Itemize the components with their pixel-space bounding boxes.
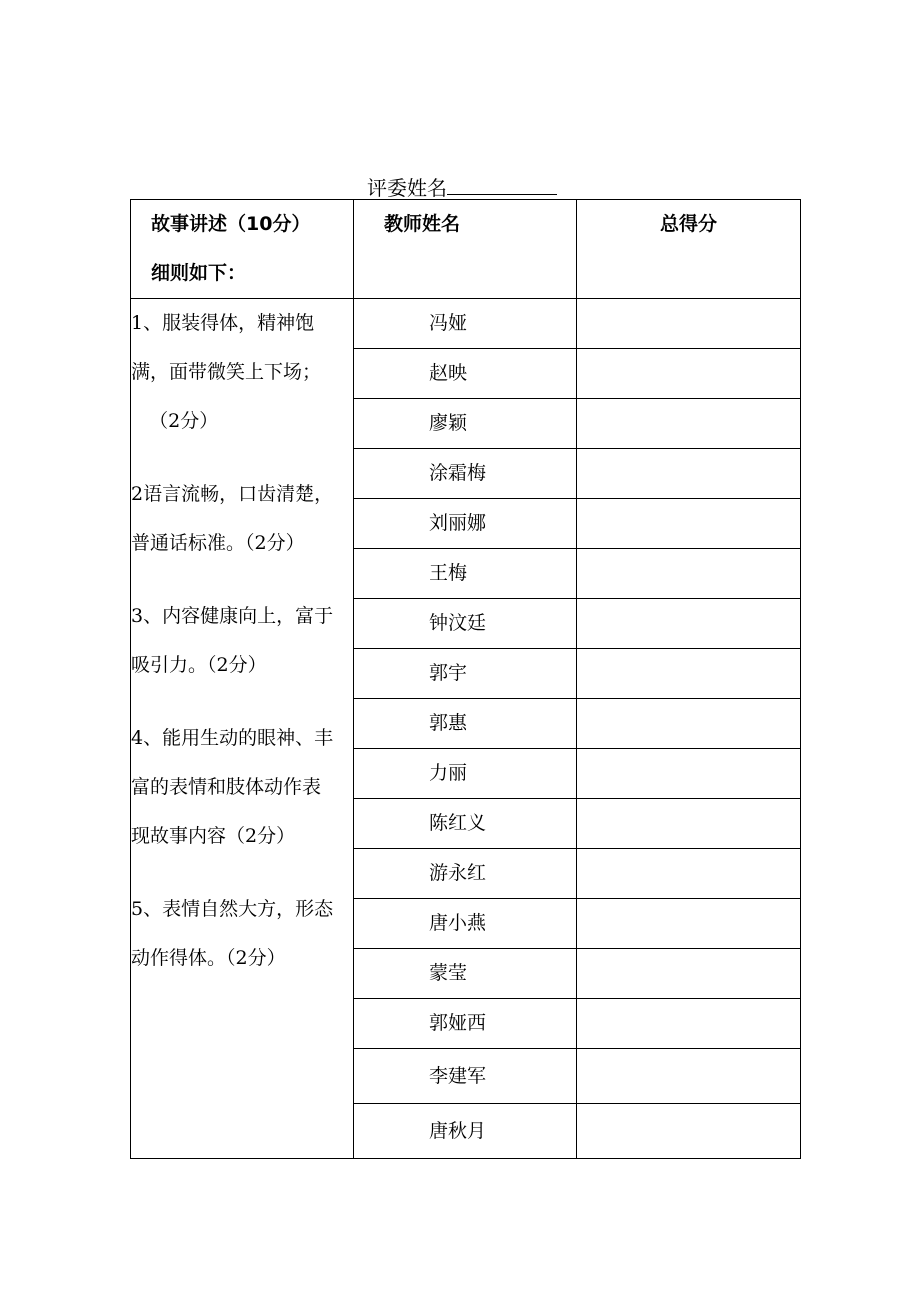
teacher-name-cell: 蒙莹 [354, 949, 577, 999]
teacher-name-cell: 郭惠 [354, 699, 577, 749]
criteria-details [131, 299, 354, 1159]
total-score-cell[interactable] [577, 299, 801, 349]
criterion-line: 1、服装得体，精神饱 [131, 312, 315, 334]
criterion-line: 4、能用生动的眼神、丰 [131, 727, 334, 749]
criterion-line: 动作得体。（2分） [131, 947, 286, 969]
judge-name-label: 评委姓名 [367, 176, 447, 200]
teacher-name-cell: 王梅 [354, 549, 577, 599]
teacher-name-cell: 廖颖 [354, 399, 577, 449]
criteria-gap [131, 690, 353, 714]
total-score-cell[interactable] [577, 449, 801, 499]
criteria-gap [131, 861, 353, 885]
teacher-name-cell: 涂霜梅 [354, 449, 577, 499]
teacher-name-cell: 郭娅西 [354, 999, 577, 1049]
total-score-cell[interactable] [577, 949, 801, 999]
teacher-name-cell: 冯娅 [354, 299, 577, 349]
criteria-header-subtitle: 细则如下： [151, 262, 247, 284]
teacher-name-cell: 钟汶廷 [354, 599, 577, 649]
criterion-1 [131, 299, 353, 446]
total-score-cell[interactable] [577, 549, 801, 599]
teacher-name-header: 教师姓名 [354, 200, 577, 299]
total-score-cell[interactable] [577, 499, 801, 549]
teacher-name-cell: 陈红义 [354, 799, 577, 849]
total-score-cell[interactable] [577, 799, 801, 849]
teacher-name-cell: 力丽 [354, 749, 577, 799]
teacher-name-cell: 郭宇 [354, 649, 577, 699]
table-header-row [131, 200, 801, 299]
criterion-line: 2语言流畅，口齿清楚， [131, 483, 334, 505]
total-score-header: 总得分 [577, 200, 801, 299]
total-score-cell[interactable] [577, 699, 801, 749]
total-score-cell[interactable] [577, 399, 801, 449]
teacher-name-cell: 唐小燕 [354, 899, 577, 949]
total-score-cell[interactable] [577, 349, 801, 399]
judge-name-blank[interactable] [447, 176, 557, 195]
criterion-3 [131, 592, 353, 690]
criterion-line: 现故事内容（2分） [131, 825, 296, 847]
criterion-line: 富的表情和肢体动作表 [131, 776, 322, 798]
total-score-cell[interactable] [577, 1049, 801, 1104]
total-score-cell[interactable] [577, 849, 801, 899]
teacher-name-cell: 赵映 [354, 349, 577, 399]
teacher-name-cell: 游永红 [354, 849, 577, 899]
total-score-cell[interactable] [577, 899, 801, 949]
criterion-line: 满，面带微笑上下场； [131, 361, 322, 383]
total-score-cell[interactable] [577, 999, 801, 1049]
criterion-5 [131, 885, 353, 983]
criteria-gap [131, 446, 353, 470]
total-score-cell[interactable] [577, 599, 801, 649]
criterion-line: 3、内容健康向上，富于 [131, 605, 334, 627]
teacher-name-cell: 刘丽娜 [354, 499, 577, 549]
criteria-header [131, 200, 354, 299]
criteria-header-title: 故事讲述（10分） [151, 213, 311, 235]
teacher-name-cell: 唐秋月 [354, 1104, 577, 1159]
criterion-line: 5、表情自然大方，形态 [131, 898, 334, 920]
table-row [131, 299, 801, 349]
teacher-name-cell: 李建军 [354, 1049, 577, 1104]
total-score-cell[interactable] [577, 749, 801, 799]
criterion-line: 吸引力。（2分） [131, 654, 267, 676]
criterion-line: 普通话标准。（2分） [131, 532, 305, 554]
total-score-cell[interactable] [577, 1104, 801, 1159]
criteria-gap [131, 568, 353, 592]
criterion-line: （2分） [131, 410, 219, 432]
score-table [130, 199, 801, 1159]
judge-name-line [367, 172, 557, 201]
criterion-4 [131, 714, 353, 861]
criterion-2 [131, 470, 353, 568]
total-score-cell[interactable] [577, 649, 801, 699]
